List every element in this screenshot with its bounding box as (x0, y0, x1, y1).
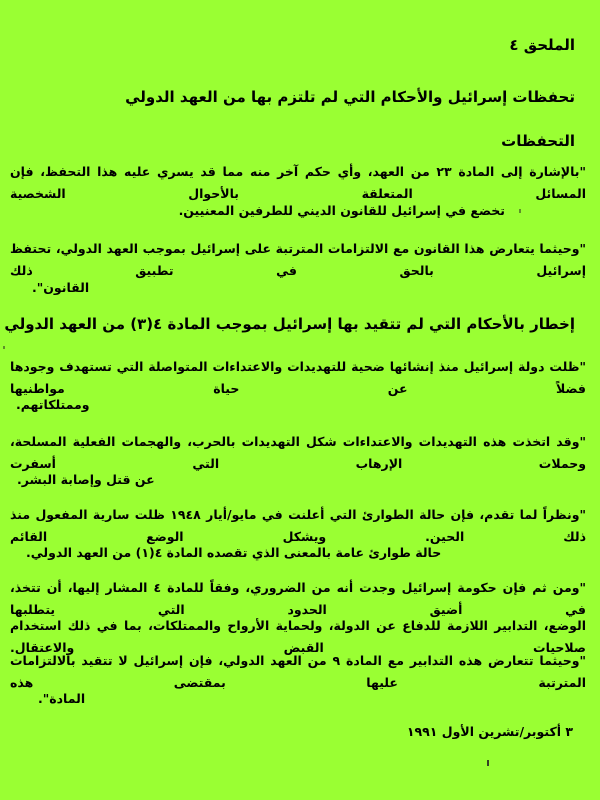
scan-artifact-mark (519, 209, 521, 213)
date-line: ٣ أكتوبر/تشرين الأول ١٩٩١ (406, 724, 573, 739)
paragraph-line: وممتلكاتهم. (16, 397, 90, 412)
paragraph-line: "بالإشارة إلى المادة ٢٣ من العهد، وأي حكم آخر منه مما قد يسري عليه هذا التحفظ، فإن المسائل المتعلقة بالأحوال الشخصية (10, 164, 586, 201)
paragraph-line: عن قتل وإصابة البشر. (17, 472, 155, 487)
paragraph-line: "ونظراً لما تقدم، فإن حالة الطوارئ التي أعلنت في مايو/أيار ١٩٤٨ ظلت سارية المفعول منذ ذلك الحين. ويشكل الوضع القائم (10, 507, 586, 544)
paragraph-line: تخضع في إسرائيل للقانون الديني للطرفين المعنيين. (178, 203, 505, 218)
paragraph-line: حالة طوارئ عامة بالمعنى الذي تقصده المادة ٤(١) من العهد الدولي. (26, 545, 442, 560)
scan-artifact-mark (487, 760, 489, 766)
paragraph-line: "وحيثما يتعارض هذا القانون مع الالتزامات المترتبة على إسرائيل بموجب العهد الدولي، تحتفظ إسرائيل بالحق في تطبيق ذلك (10, 241, 586, 278)
paragraph-line: "وحيثما تتعارض هذه التدابير مع المادة ٩ من العهد الدولي، فإن إسرائيل لا تتقيد بالالتزامات المترتبة عليها بمقتضى هذه (10, 653, 586, 690)
reservations-heading: التحفظات (501, 132, 575, 150)
paragraph-line: الوضع، التدابير اللازمة للدفاع عن الدولة، ولحماية الأرواح والممتلكات، بما في ذلك استخدام صلاحيات القبض والاعتقال. (10, 618, 586, 655)
page-title: تحفظات إسرائيل والأحكام التي لم تلتزم بها من العهد الدولي (125, 88, 575, 106)
paragraph-line: القانون". (32, 280, 90, 295)
notification-heading: إخطار بالأحكام التي لم تتقيد بها إسرائيل بموجب المادة ٤(٣) من العهد الدولي (4, 315, 575, 333)
paragraph-line: "ومن ثم فإن حكومة إسرائيل وجدت أنه من الضروري، وفقاً للمادة ٤ المشار إليها، أن تتخذ، في أضيق الحدود التي يتطلبها (10, 580, 586, 617)
annex-title: الملحق ٤ (509, 36, 575, 54)
paragraph-line: المادة". (38, 691, 86, 706)
scan-artifact-mark (3, 346, 5, 349)
paragraph-line: "وقد اتخذت هذه التهديدات والاعتداءات شكل التهديدات بالحرب، والهجمات الفعلية المسلحة، وحملات الإرهاب التي أسفرت (10, 434, 586, 471)
paragraph-line: "ظلت دولة إسرائيل منذ إنشائها ضحية للتهديدات والاعتداءات المتواصلة التي تستهدف وجودها فضلاً عن حياة مواطنيها (10, 359, 586, 396)
